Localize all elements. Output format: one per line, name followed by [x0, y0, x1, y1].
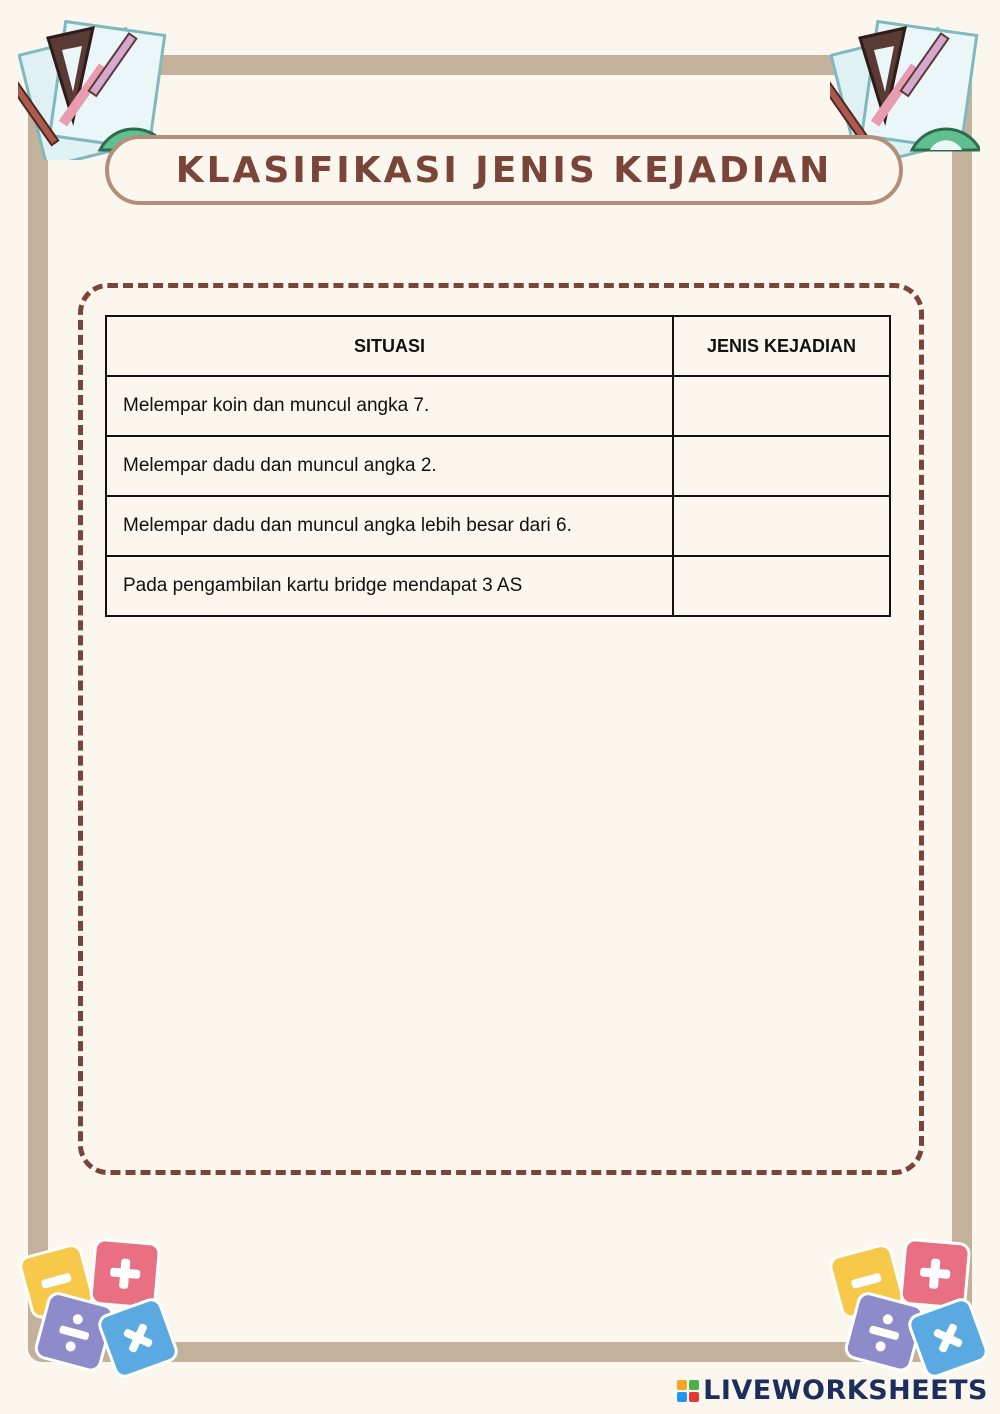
liveworksheets-logo[interactable] [677, 1375, 988, 1406]
situasi-cell: Pada pengambilan kartu bridge mendapat 3 AS [106, 556, 673, 616]
liveworksheets-mark-icon [677, 1380, 699, 1402]
math-operators-icon [18, 1238, 178, 1378]
table-row [106, 376, 890, 436]
situasi-cell: Melempar dadu dan muncul angka lebih besar dari 6. [106, 496, 673, 556]
page-title: KLASIFIKASI JENIS KEJADIAN [175, 149, 833, 191]
logo-text: LIVEWORKSHEETS [703, 1375, 988, 1406]
jenis-kejadian-answer-cell[interactable] [673, 496, 890, 556]
jenis-kejadian-answer-cell[interactable] [673, 376, 890, 436]
jenis-kejadian-answer-cell[interactable] [673, 436, 890, 496]
table-row [106, 496, 890, 556]
title-banner [105, 135, 903, 205]
header-jenis-kejadian: JENIS KEJADIAN [673, 316, 890, 376]
table-header-row [106, 316, 890, 376]
situasi-cell: Melempar koin dan muncul angka 7. [106, 376, 673, 436]
table-row [106, 436, 890, 496]
table-row [106, 556, 890, 616]
jenis-kejadian-answer-cell[interactable] [673, 556, 890, 616]
math-operators-icon [828, 1238, 988, 1378]
situation-table [105, 315, 891, 617]
header-situasi: SITUASI [106, 316, 673, 376]
situasi-cell: Melempar dadu dan muncul angka 2. [106, 436, 673, 496]
